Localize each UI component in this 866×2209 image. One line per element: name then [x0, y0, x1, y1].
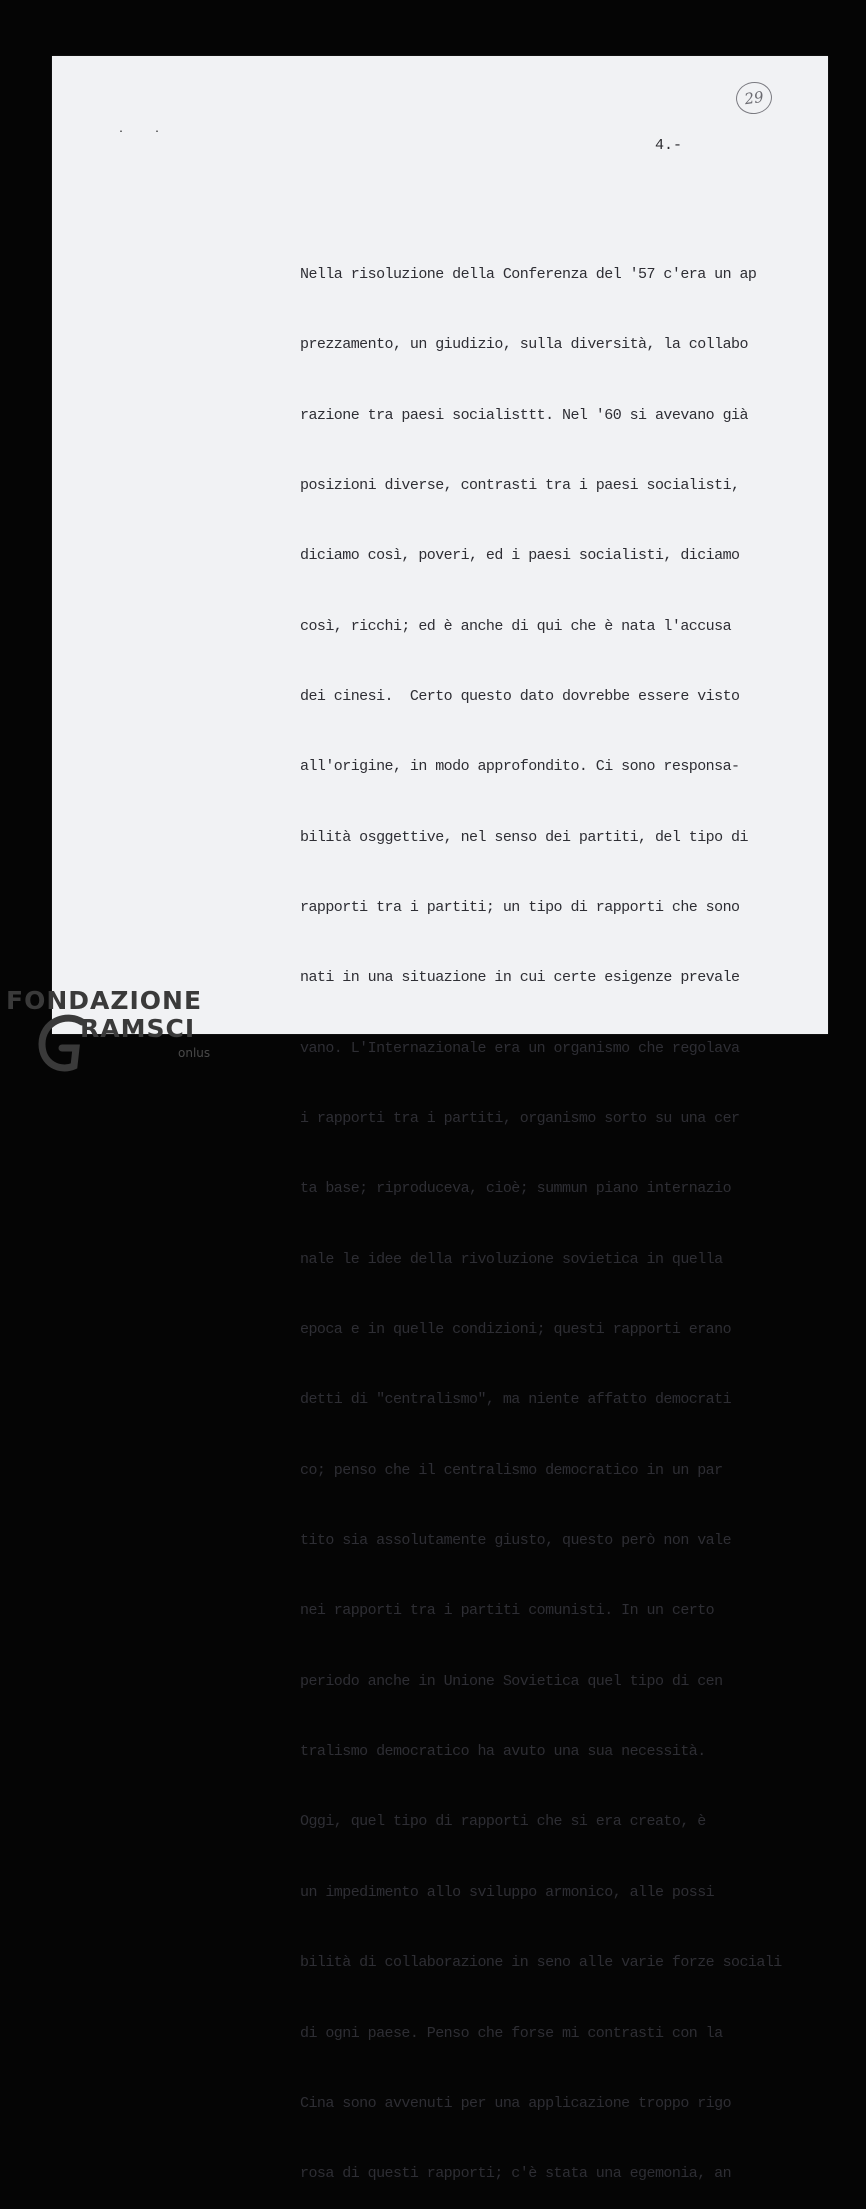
foundation-watermark	[6, 986, 226, 1080]
text-line: vano. L'Internazionale era un organismo che regolava	[300, 1039, 740, 1057]
text-line: ta base; riproduceva, cioè; summun piano internazio	[300, 1180, 732, 1198]
text-line: Nella risoluzione della Conferenza del '57 c'era un ap	[300, 265, 757, 283]
text-line: periodo anche in Unione Sovietica quel tipo di cen	[300, 1672, 723, 1690]
typewritten-text	[300, 216, 782, 2209]
text-line: diciamo così, poveri, ed i paesi socialisti, diciamo	[300, 547, 740, 565]
text-line: razione tra paesi socialisttt. Nel '60 si avevano già	[300, 406, 748, 424]
text-line: un impedimento allo sviluppo armonico, alle possi	[300, 1883, 715, 1901]
text-line: i rapporti tra i partiti, organismo sorto su una cer	[300, 1110, 740, 1128]
text-line: prezzamento, un giudizio, sulla diversità, la collabo	[300, 336, 748, 354]
watermark-line1: FONDAZIONE	[6, 986, 203, 1015]
text-line: Oggi, quel tipo di rapporti che si era creato, è	[300, 1813, 706, 1831]
text-line: rosa di questi rapporti; c'è stata una egemonia, an	[300, 2165, 732, 2183]
page-number: 4.-	[655, 137, 683, 154]
stray-marks: . .	[118, 124, 173, 135]
text-line: tralismo democratico ha avuto una sua necessità.	[300, 1743, 706, 1761]
text-line: dei cinesi. Certo questo dato dovrebbe essere visto	[300, 687, 740, 705]
text-line: tito sia assolutamente giusto, questo però non vale	[300, 1532, 732, 1550]
archive-number: 29	[743, 87, 765, 109]
text-line: bilità osggettive, nel senso dei partiti, del tipo di	[300, 828, 748, 846]
text-line: detti di "centralismo", ma niente affatto democrati	[300, 1391, 732, 1409]
text-line: così, ricchi; ed è anche di qui che è nata l'accusa	[300, 617, 732, 635]
text-line: bilità di collaborazione in seno alle varie forze sociali	[300, 1954, 782, 1972]
text-line: posizioni diverse, contrasti tra i paesi socialisti,	[300, 476, 740, 494]
text-line: co; penso che il centralismo democratico in un par	[300, 1461, 723, 1479]
watermark-suffix: onlus	[178, 1046, 211, 1060]
text-line: rapporti tra i partiti; un tipo di rapporti che sono	[300, 899, 740, 916]
text-line: epoca e in quelle condizioni; questi rapporti erano	[300, 1321, 732, 1339]
text-line: all'origine, in modo approfondito. Ci sono responsa-	[300, 758, 740, 776]
text-line: nale le idee della rivoluzione sovietica in quella	[300, 1250, 723, 1268]
watermark-line2: RAMSCI	[80, 1014, 196, 1043]
text-line: nei rapporti tra i partiti comunisti. In un certo	[300, 1602, 715, 1620]
text-line: nati in una situazione in cui certe esigenze prevale	[300, 969, 740, 987]
text-line: di ogni paese. Penso che forse mi contrasti con la	[300, 2024, 723, 2042]
text-line: Cina sono avvenuti per una applicazione troppo rigo	[300, 2094, 732, 2112]
